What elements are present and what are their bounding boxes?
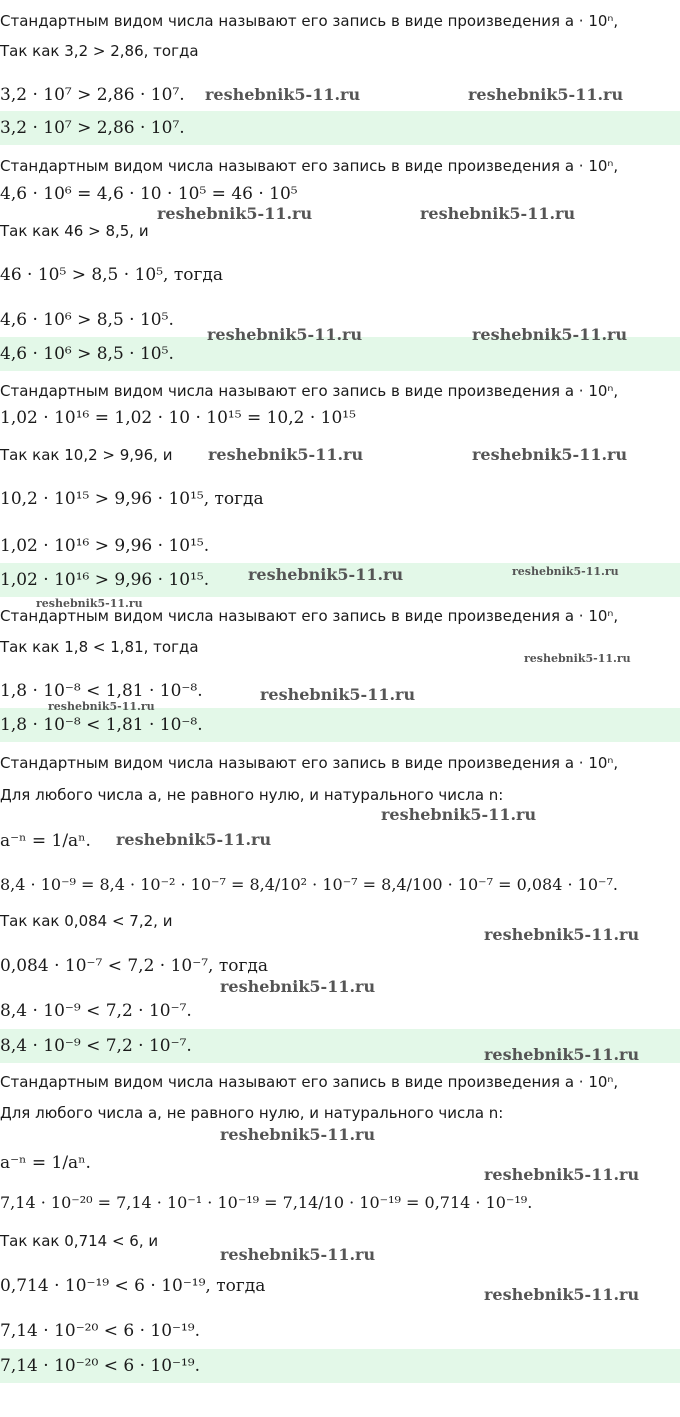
comparison-line: Так как 0,714 < 6, и xyxy=(0,1232,159,1250)
watermark: reshebnik5-11.ru xyxy=(207,325,363,344)
math-line: 0,084 · 10⁻⁷ < 7,2 · 10⁻⁷, тогда xyxy=(0,956,268,976)
math-line: 10,2 · 10¹⁵ > 9,96 · 10¹⁵, тогда xyxy=(0,489,264,509)
math-line: 7,14 · 10⁻²⁰ < 6 · 10⁻¹⁹. xyxy=(0,1321,201,1341)
math-line: 4,6 · 10⁶ > 8,5 · 10⁵. xyxy=(0,310,174,330)
math-line: 46 · 10⁵ > 8,5 · 10⁵, тогда xyxy=(0,265,223,285)
math-line: a⁻ⁿ = 1/aⁿ. xyxy=(0,1153,91,1173)
answer-line: 4,6 · 10⁶ > 8,5 · 10⁵. xyxy=(0,344,174,364)
answer-line: 1,8 · 10⁻⁸ < 1,81 · 10⁻⁸. xyxy=(0,715,203,735)
math-line: 1,02 · 10¹⁶ = 1,02 · 10 · 10¹⁵ = 10,2 · 10¹⁵ xyxy=(0,408,356,428)
intro-text: Стандартным видом числа называют его запись в виде произведения a · 10ⁿ, xyxy=(0,754,619,772)
watermark: reshebnik5-11.ru xyxy=(472,325,628,344)
comparison-line: Так как 10,2 > 9,96, и xyxy=(0,446,173,464)
answer-line: 1,02 · 10¹⁶ > 9,96 · 10¹⁵. xyxy=(0,570,210,590)
answer-line: 8,4 · 10⁻⁹ < 7,2 · 10⁻⁷. xyxy=(0,1036,192,1056)
watermark: reshebnik5-11.ru xyxy=(208,445,364,464)
intro-text: Стандартным видом числа называют его запись в виде произведения a · 10ⁿ, xyxy=(0,157,619,175)
watermark: reshebnik5-11.ru xyxy=(157,204,313,223)
watermark: reshebnik5-11.ru xyxy=(116,830,272,849)
comparison-line: Так как 3,2 > 2,86, тогда xyxy=(0,42,199,60)
comparison-line: Так как 0,084 < 7,2, и xyxy=(0,912,173,930)
math-line: a⁻ⁿ = 1/aⁿ. xyxy=(0,831,91,851)
intro-text: Стандартным видом числа называют его запись в виде произведения a · 10ⁿ, xyxy=(0,607,619,625)
answer-line: 7,14 · 10⁻²⁰ < 6 · 10⁻¹⁹. xyxy=(0,1356,201,1376)
watermark: reshebnik5-11.ru xyxy=(36,597,143,610)
watermark: reshebnik5-11.ru xyxy=(420,204,576,223)
math-line: 7,14 · 10⁻²⁰ = 7,14 · 10⁻¹ · 10⁻¹⁹ = 7,14/10 · 10⁻¹⁹ = 0,714 · 10⁻¹⁹. xyxy=(0,1193,533,1212)
math-line: 1,8 · 10⁻⁸ < 1,81 · 10⁻⁸. xyxy=(0,681,203,701)
watermark: reshebnik5-11.ru xyxy=(381,805,537,824)
rule-line: Для любого числа a, не равного нулю, и натурального числа n: xyxy=(0,786,504,804)
math-line: 0,714 · 10⁻¹⁹ < 6 · 10⁻¹⁹, тогда xyxy=(0,1276,266,1296)
math-line: 1,02 · 10¹⁶ > 9,96 · 10¹⁵. xyxy=(0,536,210,556)
watermark: reshebnik5-11.ru xyxy=(484,1285,640,1304)
answer-line: 3,2 · 10⁷ > 2,86 · 10⁷. xyxy=(0,118,185,138)
watermark: reshebnik5-11.ru xyxy=(205,85,361,104)
watermark: reshebnik5-11.ru xyxy=(484,925,640,944)
watermark: reshebnik5-11.ru xyxy=(260,685,416,704)
watermark: reshebnik5-11.ru xyxy=(484,1165,640,1184)
math-line: 3,2 · 10⁷ > 2,86 · 10⁷. xyxy=(0,85,185,105)
comparison-line: Так как 1,8 < 1,81, тогда xyxy=(0,638,199,656)
watermark: reshebnik5-11.ru xyxy=(484,1045,640,1064)
watermark: reshebnik5-11.ru xyxy=(524,652,631,665)
intro-text: Стандартным видом числа называют его запись в виде произведения a · 10ⁿ, xyxy=(0,12,619,30)
watermark: reshebnik5-11.ru xyxy=(220,977,376,996)
watermark: reshebnik5-11.ru xyxy=(48,700,155,713)
intro-text: Стандартным видом числа называют его запись в виде произведения a · 10ⁿ, xyxy=(0,382,619,400)
watermark: reshebnik5-11.ru xyxy=(248,565,404,584)
watermark: reshebnik5-11.ru xyxy=(472,445,628,464)
math-line: 8,4 · 10⁻⁹ = 8,4 · 10⁻² · 10⁻⁷ = 8,4/10² · 10⁻⁷ = 8,4/100 · 10⁻⁷ = 0,084 · 10⁻⁷. xyxy=(0,875,618,894)
watermark: reshebnik5-11.ru xyxy=(220,1245,376,1264)
math-line: 8,4 · 10⁻⁹ < 7,2 · 10⁻⁷. xyxy=(0,1001,192,1021)
intro-text: Стандартным видом числа называют его запись в виде произведения a · 10ⁿ, xyxy=(0,1073,619,1091)
rule-line: Для любого числа a, не равного нулю, и натурального числа n: xyxy=(0,1104,504,1122)
comparison-line: Так как 46 > 8,5, и xyxy=(0,222,149,240)
math-line: 4,6 · 10⁶ = 4,6 · 10 · 10⁵ = 46 · 10⁵ xyxy=(0,184,298,204)
watermark: reshebnik5-11.ru xyxy=(220,1125,376,1144)
watermark: reshebnik5-11.ru xyxy=(468,85,624,104)
watermark: reshebnik5-11.ru xyxy=(512,565,619,578)
